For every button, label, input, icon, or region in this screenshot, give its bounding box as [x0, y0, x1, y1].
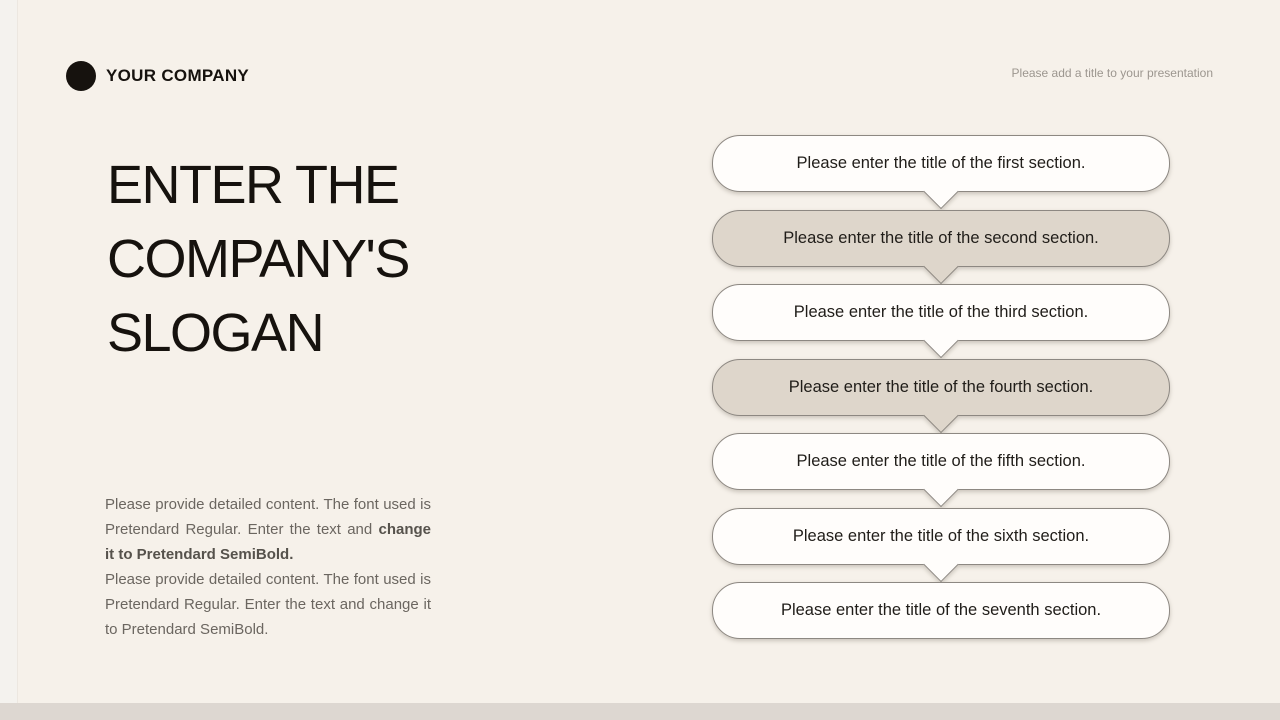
section-title-list [712, 135, 1170, 639]
section-banner-6[interactable] [712, 508, 1170, 565]
company-logo-dot-icon [66, 61, 96, 91]
slogan-line-1: ENTER THE [107, 155, 399, 215]
section-banner-5-label: Please enter the title of the fifth section. [796, 452, 1086, 470]
section-banner-2-label: Please enter the title of the second section. [783, 228, 1099, 247]
section-banner-3[interactable] [712, 284, 1170, 341]
section-banner-3-label: Please enter the title of the third section. [793, 303, 1089, 321]
detail-paragraph-1-bold: change it to Pretendard SemiBold. [105, 521, 431, 563]
slogan-line-3: SLOGAN [107, 303, 324, 363]
detail-content-block[interactable] [105, 492, 431, 642]
section-banner-1-label: Please enter the title of the first section. [796, 154, 1086, 172]
bottom-edge-bar [0, 703, 1280, 720]
company-name[interactable]: YOUR COMPANY [106, 66, 250, 85]
detail-paragraph-1-regular: Please provide detailed content. The font used is Pretendard Regular. Enter the text and [105, 496, 431, 538]
section-banner-7-bubble [712, 582, 1170, 639]
section-banner-2[interactable] [712, 210, 1170, 267]
presentation-title-hint[interactable]: Please add a title to your presentation [1011, 66, 1213, 80]
section-banner-7-label: Please enter the title of the seventh section. [780, 601, 1102, 619]
left-edge-strip [0, 0, 18, 703]
detail-paragraph-1 [105, 492, 431, 567]
slogan-line-2: COMPANY'S [107, 229, 409, 289]
section-banner-6-label: Please enter the title of the sixth section. [792, 526, 1090, 545]
section-banner-7[interactable] [712, 582, 1170, 639]
section-banner-5[interactable] [712, 433, 1170, 490]
company-brand [66, 61, 249, 91]
section-banner-4[interactable] [712, 359, 1170, 416]
detail-paragraph-2: Please provide detailed content. The font used is Pretendard Regular. Enter the text and change it to Pretendard SemiBold. [105, 571, 431, 638]
section-banner-1[interactable] [712, 135, 1170, 192]
slogan-heading[interactable] [107, 148, 587, 370]
section-banner-4-label: Please enter the title of the fourth section. [788, 377, 1094, 396]
